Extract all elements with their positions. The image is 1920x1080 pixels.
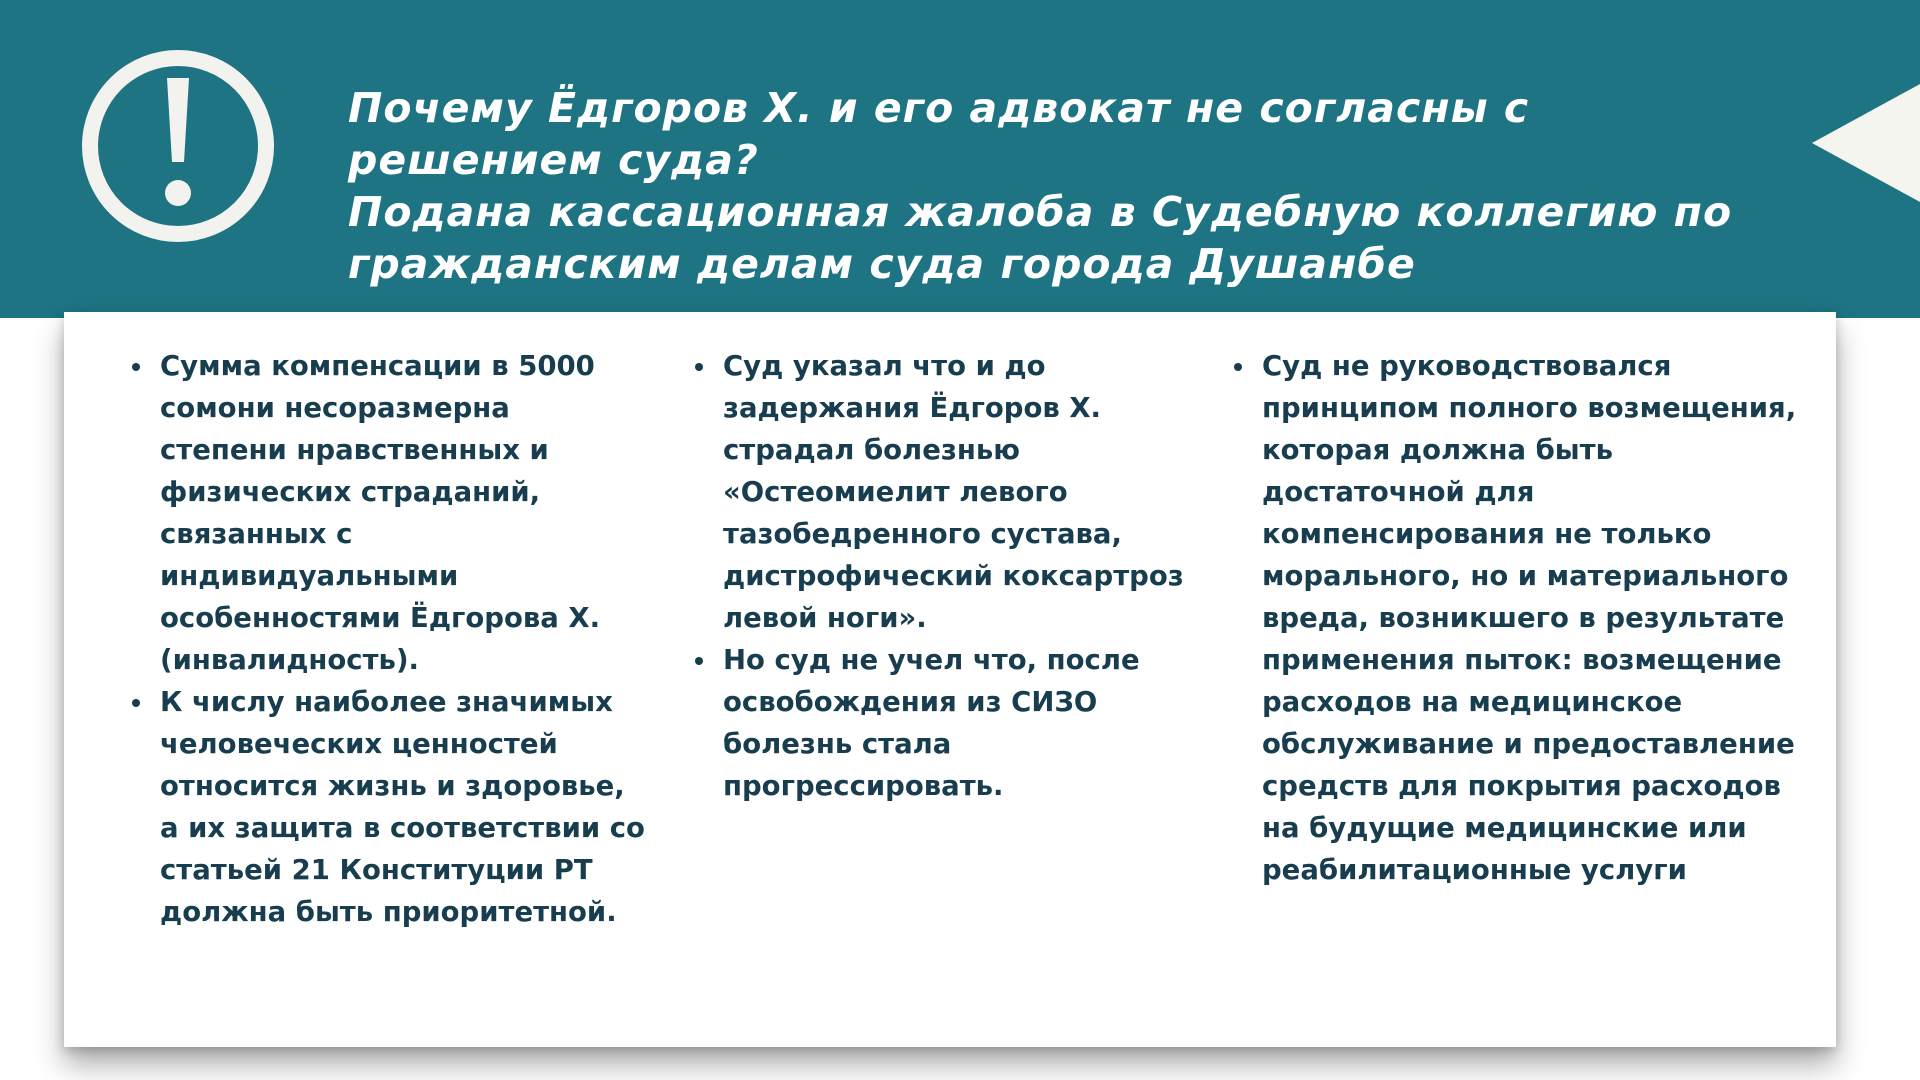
bullet-item: Сумма компенсации в 5000 сомони несоразмерна степени нравственных и физических страданий, связанных с индивидуальными особенностями Ёдгорова Х. (инвалидность). [132,345,672,681]
exclamation-circle-icon [80,48,276,244]
title-line: гражданским делам суда города Душанбе [348,240,1416,288]
bullet-item: Суд указал что и до задержания Ёдгоров Х. страдал болезнью «Остеомиелит левого тазобедренного сустава, дистрофический коксартроз левой ноги». [695,345,1215,639]
column-left [132,345,672,933]
slide-title [348,82,1808,290]
column-right [1234,345,1834,891]
title-line: решением суда? [348,136,759,184]
bullet-item: Но суд не учел что, после освобождения из СИЗО болезнь стала прогрессировать. [695,639,1215,807]
column-middle [695,345,1215,807]
header-notch [1812,84,1920,202]
bullet-item: Суд не руководствовался принципом полного возмещения, которая должна быть достаточной для компенсирования не только морального, но и материального вреда, возникшего в результате применения пыток: возмещение расходов на медицинское обслуживание и предоставление средств для покрытия расходов на будущие медицинские или реабилитационные услуги [1234,345,1834,891]
title-line: Подана кассационная жалоба в Судебную коллегию по [348,188,1733,236]
title-line: Почему Ёдгоров Х. и его адвокат не согласны с [348,84,1530,132]
bullet-item: К числу наиболее значимых человеческих ценностей относится жизнь и здоровье, а их защита в соответствии со статьей 21 Конституции РТ должна быть приоритетной. [132,681,672,933]
